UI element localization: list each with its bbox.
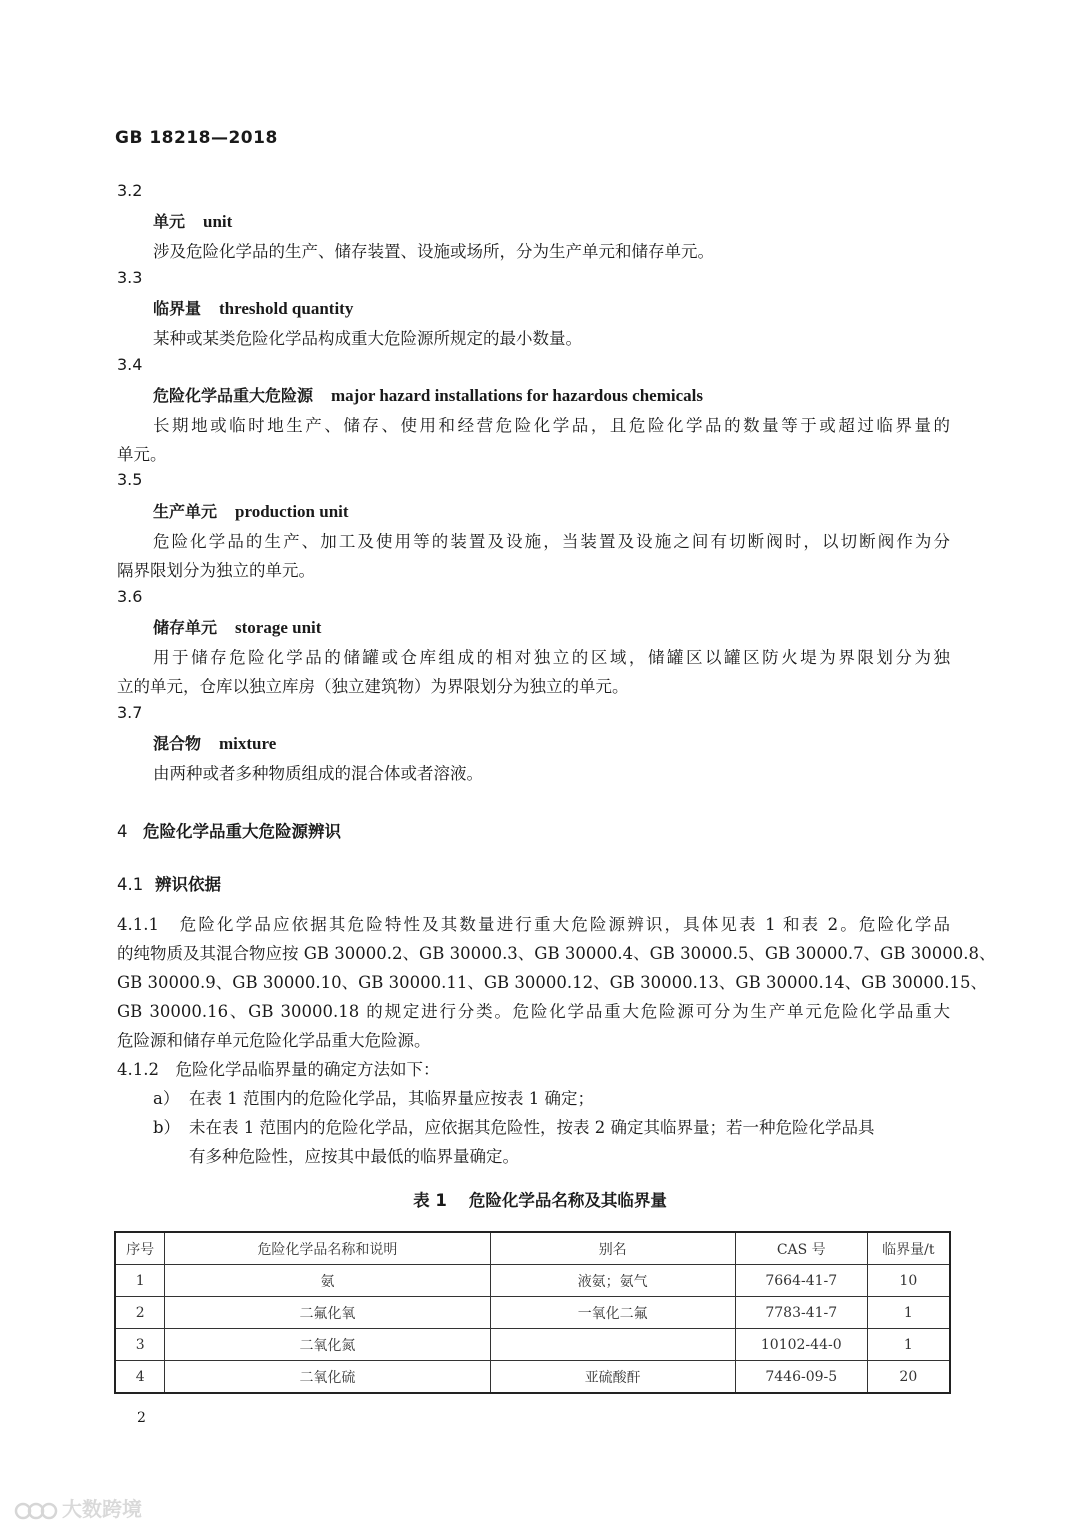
table-row: [115, 1329, 950, 1361]
col-header-no: 序号: [115, 1232, 165, 1265]
list-label: a）: [153, 1089, 180, 1108]
col-header-name: 危险化学品名称和说明: [165, 1232, 490, 1265]
table-header-row: [115, 1232, 950, 1265]
clause-number: 3.5: [117, 470, 143, 489]
list-text-continued: 有多种危险性，应按其中最低的临界量确定。: [189, 1147, 519, 1166]
cell-no: 1: [115, 1265, 165, 1297]
col-header-cas: CAS 号: [735, 1232, 867, 1265]
term-heading: [153, 296, 353, 319]
table-row: [115, 1361, 950, 1394]
cell-cas: 7664-41-7: [735, 1265, 867, 1297]
definition-text: 危险化学品的生产、加工及使用等的装置及设施，当装置及设施之间有切断阀时，以切断阀作为分: [153, 532, 950, 551]
col-header-alias: 别名: [490, 1232, 735, 1265]
subsection-number: 4.1: [117, 875, 144, 894]
cell-threshold: 1: [867, 1329, 950, 1361]
definition-text: 某种或某类危险化学品构成重大危险源所规定的最小数量。: [153, 329, 582, 348]
definition-text: 由两种或者多种物质组成的混合体或者溶液。: [153, 764, 483, 783]
term-heading: [153, 383, 703, 406]
cell-cas: 10102-44-0: [735, 1329, 867, 1361]
definition-text: 涉及危险化学品的生产、储存装置、设施或场所，分为生产单元和储存单元。: [153, 242, 714, 261]
section-title: 危险化学品重大危险源辨识: [143, 822, 341, 841]
document-header: GB 18218—2018: [115, 128, 278, 148]
watermark: [14, 1493, 142, 1523]
watermark-logo-icon: [14, 1499, 58, 1523]
cell-name: 氨: [165, 1265, 490, 1297]
paragraph-line: 的纯物质及其混合物应按 GB 30000.2、GB 30000.3、GB 30000.4、GB 30000.5、GB 30000.7、GB 30000.8、: [117, 944, 996, 963]
clause-number: 3.3: [117, 268, 143, 287]
cell-alias: 液氨；氨气: [490, 1265, 735, 1297]
cell-name: 二氟化氧: [165, 1297, 490, 1329]
paragraph-line: GB 30000.9、GB 30000.10、GB 30000.11、GB 30000.12、GB 30000.13、GB 30000.14、GB 30000.15、: [117, 973, 987, 992]
cell-alias: 亚硫酸酐: [490, 1361, 735, 1394]
clause-number: 3.6: [117, 587, 143, 606]
term-zh: 危险化学品重大危险源: [153, 386, 314, 405]
table-caption-number: 表 1: [413, 1191, 447, 1210]
cell-name: 二氧化氮: [165, 1329, 490, 1361]
list-text: 在表 1 范围内的危险化学品，其临界量应按表 1 确定；: [189, 1089, 594, 1108]
term-en: threshold quantity: [219, 299, 354, 318]
cell-threshold: 1: [867, 1297, 950, 1329]
definition-text: 隔界限划分为独立的单元。: [117, 561, 315, 580]
cell-cas: 7446-09-5: [735, 1361, 867, 1394]
term-heading: [153, 731, 276, 754]
list-text: 未在表 1 范围内的危险化学品，应依据其危险性，按表 2 确定其临界量；若一种危险化学品具: [189, 1118, 875, 1137]
watermark-text: 大数跨境: [62, 1497, 142, 1521]
list-item: [153, 1114, 874, 1138]
section-heading: [117, 818, 341, 842]
cell-no: 2: [115, 1297, 165, 1329]
table-row: [115, 1265, 950, 1297]
term-zh: 单元: [153, 212, 186, 231]
term-heading: [153, 499, 349, 522]
term-heading: [153, 209, 232, 232]
clause-number: 3.7: [117, 703, 143, 722]
term-heading: [153, 615, 321, 638]
subsection-heading: [117, 871, 221, 895]
cell-name: 二氧化硫: [165, 1361, 490, 1394]
definition-text: 立的单元，仓库以独立库房（独立建筑物）为界限划分为独立的单元。: [117, 677, 629, 696]
term-en: unit: [203, 212, 233, 231]
cell-cas: 7783-41-7: [735, 1297, 867, 1329]
cell-no: 4: [115, 1361, 165, 1394]
term-en: storage unit: [235, 618, 322, 637]
page-number: 2: [137, 1410, 146, 1426]
paragraph-line: 4.1.2 危险化学品临界量的确定方法如下：: [117, 1060, 440, 1079]
term-en: major hazard installations for hazardous chemicals: [331, 386, 703, 405]
cell-threshold: 10: [867, 1265, 950, 1297]
col-header-threshold: 临界量/t: [867, 1232, 950, 1265]
definition-text: 用于储存危险化学品的储罐或仓库组成的相对独立的区域，储罐区以罐区防火堤为界限划分为独: [153, 648, 950, 667]
clause-number: 3.4: [117, 355, 143, 374]
paragraph-line: GB 30000.16、GB 30000.18 的规定进行分类。危险化学品重大危险源可分为生产单元危险化学品重大: [117, 1002, 950, 1021]
clause-number: 3.2: [117, 181, 143, 200]
term-zh: 混合物: [153, 734, 202, 753]
hazard-table: [114, 1231, 951, 1394]
term-en: production unit: [235, 502, 349, 521]
paragraph-line: 危险源和储存单元危险化学品重大危险源。: [117, 1031, 431, 1050]
definition-text: 长期地或临时地生产、储存、使用和经营危险化学品，且危险化学品的数量等于或超过临界量的: [153, 416, 950, 435]
cell-alias: 一氧化二氟: [490, 1297, 735, 1329]
cell-no: 3: [115, 1329, 165, 1361]
table-caption-title: 危险化学品名称及其临界量: [468, 1191, 667, 1210]
subsection-title: 辨识依据: [155, 875, 221, 894]
cell-threshold: 20: [867, 1361, 950, 1394]
cell-alias: [490, 1329, 735, 1361]
paragraph-line: 4.1.1 危险化学品应依据其危险特性及其数量进行重大危险源辨识，具体见表 1 和表 2。危险化学品: [117, 915, 950, 934]
term-zh: 生产单元: [153, 502, 218, 521]
term-zh: 临界量: [153, 299, 202, 318]
term-zh: 储存单元: [153, 618, 218, 637]
table-row: [115, 1297, 950, 1329]
list-item: [153, 1085, 594, 1109]
list-label: b）: [153, 1118, 181, 1137]
table-caption: [0, 1187, 1080, 1211]
term-en: mixture: [219, 734, 277, 753]
section-number: 4: [117, 822, 128, 841]
definition-text: 单元。: [117, 445, 167, 464]
